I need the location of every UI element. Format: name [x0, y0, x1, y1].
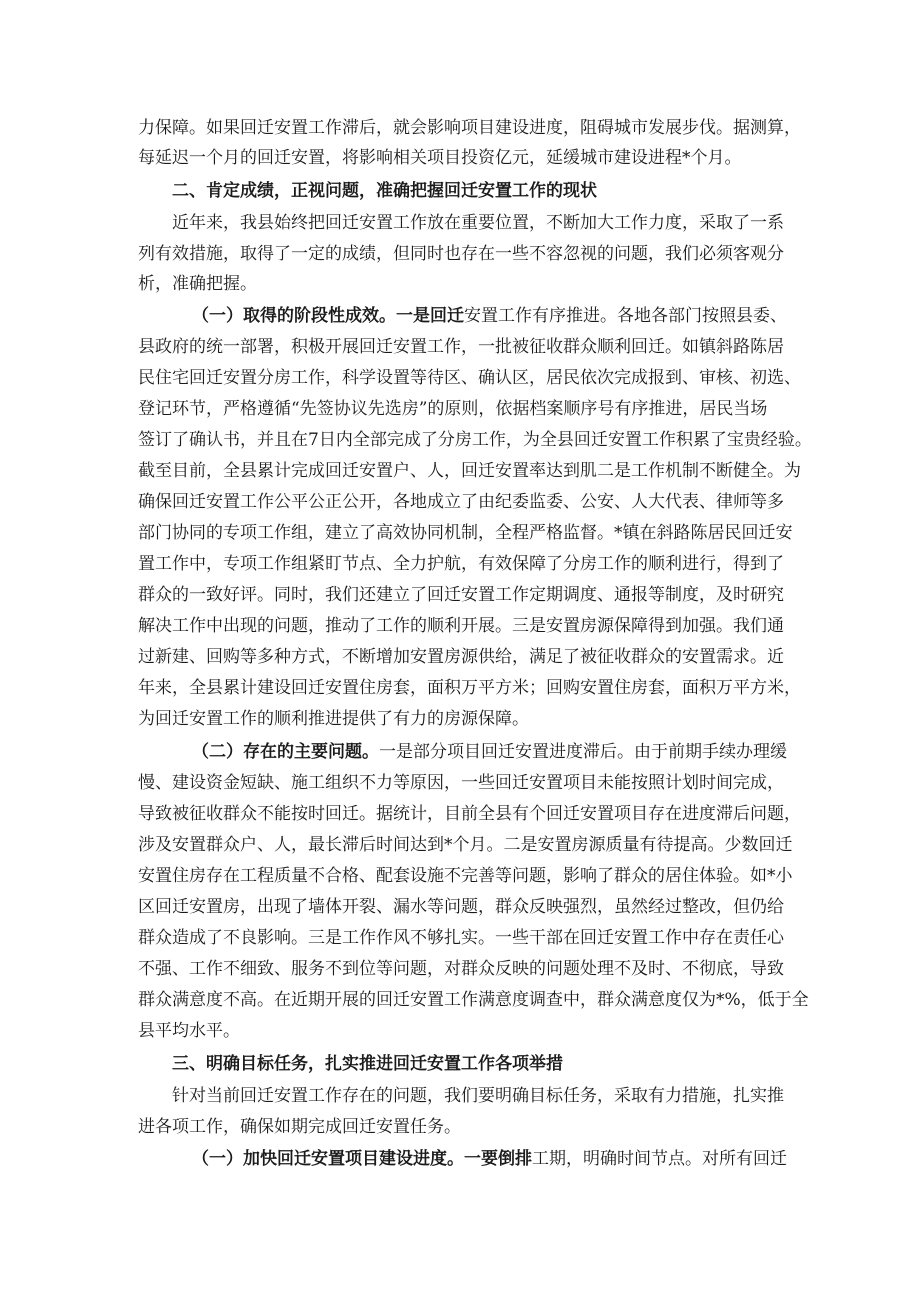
paragraph-line: 签订了确认书，并且在7日内全部完成了分房工作，为全县回迁安置工作积累了宝贵经验。 [138, 430, 812, 450]
paragraph-line: 力保障。如果回迁安置工作滞后，就会影响项目建设进度，阻碍城市发展步伐。据测算， [138, 118, 801, 138]
subsection-heading-3-1: （一）加快回迁安置项目建设进度。一要倒排 [192, 1149, 532, 1169]
paragraph-line: 解决工作中出现的问题，推动了工作的顺利开展。三是安置房源保障得到加强。我们通 [138, 616, 784, 636]
paragraph-line: 年来，全县累计建设回迁安置住房套，面积万平方米；回购安置住房套，面积万平方米， [138, 678, 801, 698]
paragraph-line: 民住宅回迁安置分房工作，科学设置等待区、确认区，居民依次完成报到、审核、初选、 [138, 368, 801, 388]
subsection-line: （一）取得的阶段性成效。一是回迁安置工作有序推进。各地各部门按照县委、 [192, 306, 787, 326]
paragraph-line: 过新建、回购等多种方式，不断增加安置房源供给，满足了被征收群众的安置需求。近 [138, 647, 784, 667]
subsection-line: （二）存在的主要问题。一是部分项目回迁安置进度滞后。由于前期手续办理缓 [192, 742, 787, 762]
paragraph-line: 为回迁安置工作的顺利推进提供了有力的房源保障。 [138, 709, 529, 729]
paragraph-line: 不强、工作不细致、服务不到位等问题，对群众反映的问题处理不及时、不彻底，导致 [138, 959, 784, 979]
paragraph-line: 县平均水平。 [138, 1021, 240, 1041]
paragraph-line: 区回迁安置房，出现了墙体开裂、漏水等问题，群众反映强烈，虽然经过整改，但仍给 [138, 897, 784, 917]
paragraph-line: 部门协同的专项工作组，建立了高效协同机制，全程严格监督。*镇在斜路陈居民回迁安 [138, 523, 793, 543]
paragraph-line: 进各项工作，确保如期完成回迁安置任务。 [138, 1117, 461, 1137]
paragraph-line: 群众满意度不高。在近期开展的回迁安置工作满意度调查中，群众满意度仅为*%，低于全 [138, 990, 809, 1010]
paragraph-line: 近年来，我县始终把回迁安置工作放在重要位置，不断加大工作力度，采取了一系 [172, 213, 784, 233]
paragraph-line: 置工作中，专项工作组紧盯节点、全力护航，有效保障了分房工作的顺利进行，得到了 [138, 554, 784, 574]
section-heading-3: 三、明确目标任务，扎实推进回迁安置工作各项举措 [172, 1054, 563, 1074]
paragraph-line: 每延迟一个月的回迁安置，将影响相关项目投资亿元，延缓城市建设进程*个月。 [138, 148, 742, 168]
subsection-line: （一）加快回迁安置项目建设进度。一要倒排工期，明确时间节点。对所有回迁 [192, 1149, 787, 1169]
paragraph-line: 群众造成了不良影响。三是工作作风不够扎实。一些干部在回迁安置工作中存在责任心 [138, 928, 784, 948]
paragraph-line: 列有效措施，取得了一定的成绩，但同时也存在一些不容忽视的问题，我们必须客观分 [138, 244, 784, 264]
section-heading-2: 二、肯定成绩，正视问题，准确把握回迁安置工作的现状 [172, 181, 597, 201]
paragraph-line: 确保回迁安置工作公平公正公开，各地成立了由纪委监委、公安、人大代表、律师等多 [138, 492, 784, 512]
paragraph-line: 截至目前，全县累计完成回迁安置户、人，回迁安置率达到肌二是工作机制不断健全。为 [138, 461, 801, 481]
paragraph-line: 慢、建设资金短缺、施工组织不力等原因，一些回迁安置项目未能按照计划时间完成， [138, 773, 784, 793]
paragraph-line: 析，准确把握。 [138, 274, 257, 294]
paragraph-line: 导致被征收群众不能按时回迁。据统计，目前全县有个回迁安置项目存在进度滞后问题， [138, 804, 801, 824]
paragraph-line: 县政府的统一部署，积极开展回迁安置工作，一批被征收群众顺利回迁。如镇斜路陈居 [138, 337, 784, 357]
subsection-heading-1: （一）取得的阶段性成效。一是回迁 [192, 306, 464, 326]
paragraph-line: 登记环节，严格遵循“先签协议先选房”的原则，依据档案顺序号有序推进，居民当场 [138, 399, 768, 419]
paragraph-line: 安置住房存在工程质量不合格、配套设施不完善等问题，影响了群众的居住体验。如*小 [138, 866, 793, 886]
paragraph-line: 针对当前回迁安置工作存在的问题，我们要明确目标任务，采取有力措施，扎实推 [172, 1086, 784, 1106]
paragraph-line: 涉及安置群众户、人，最长滞后时间达到*个月。二是安置房源质量有待提高。少数回迁 [138, 835, 793, 855]
paragraph-line: 群众的一致好评。同时，我们还建立了回迁安置工作定期调度、通报等制度，及时研究 [138, 585, 784, 605]
subsection-heading-2: （二）存在的主要问题。 [192, 742, 379, 762]
